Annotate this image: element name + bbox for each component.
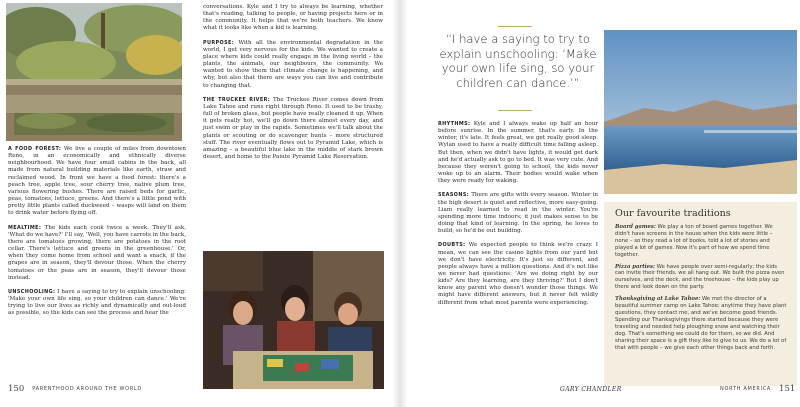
sidebar-item-board-games: Board games: We play a ton of board games together. We didn't have screens in the house when the kids were little – none – so they read a lot of books, told a lot of stories and played a lot of games. Now it's part of how we spend time together.	[615, 224, 773, 258]
pull-quote: “I have a saying to try to explain unschooling: ‘Make your own life sing, so your children can dance.’”	[439, 32, 597, 90]
paragraph-purpose: PURPOSE: With all the environmental degradation in the world, I get very nervous for the kids. We wanted to create a place where kids could really engage in the living world – the plants, the animals, our neighbours, the community. We wanted to show them that climate change is happening, and why, but also that there are ways you can live and contribute to changing that.	[203, 39, 383, 89]
family-board-game-photo	[203, 251, 384, 389]
sidebar-title: Our favourite traditions	[615, 208, 731, 219]
quote-rule-top	[498, 26, 532, 27]
paragraph-truckee-river: THE TRUCKEE RIVER: The Truckee River comes down from Lake Tahoe and runs right through Reno. It used to be trashy, full of broken glass, but people have really cleaned it up. When it gets really hot, we'll go down there almost every day, and just swim or play in the rapids. Sometimes we'll talk about the plants or scouting or do scavenger hunts – more structured stuff. The river eventually flows out to Pyramid Lake, which is amazing – a beautiful blue lake in the middle of stark brown desert, and home to the Paiute Pyramid Lake Reservation.	[203, 96, 384, 160]
section-title-left: PARENTHOOD AROUND THE WORLD	[32, 386, 142, 392]
right-column	[438, 121, 598, 314]
section-title-right: NORTH AMERICA	[720, 386, 772, 392]
gutter-shadow	[392, 0, 408, 407]
sidebar-item-pizza-parties: Pizza parties: We have people over semi-regularly; the kids can invite their friends, we all hang out. We built the pizza oven ourselves, and the deck, and the treehouse – the kids play up there and look down on the party.	[615, 263, 785, 291]
paragraph-food-forest: A FOOD FOREST: We live a couple of miles from downtown Reno, in an economically and ethnically diverse neighbourhood. We have four small cabins in the back, all made from natural building materials like earth, straw and reclaimed wood. In front we have a food forest: there's a peach tree, apple tree, sour cherry tree, native plum tree, various flowering bushes. There are raised beds for garlic, peas, tomatoes, lettuce, greens. And there's a little pond with pretty little plants called duckweed – wasps will land on them to drink water before flying off.	[8, 146, 186, 217]
paragraph-doubts: DOUBTS: We expected people to think we're crazy. I mean, we can see the casino lights from our yard but we don't have electricity. It's just so different, and people always have a million questions. And it's not like we never had questions: 'Are we doing right by our kids? Are they learning, are they thriving?' But I don't know any parent who doesn't wonder those things. We might have different answers, but it never felt wildly different from what most parents were experiencing.	[438, 242, 598, 306]
page-number-left: 150	[8, 384, 25, 394]
garden-photo	[6, 3, 182, 141]
paragraph-rhythms: RHYTHMS: Kyle and I always wake up half an hour before sunrise. In the summer, that's early. In the winter, it's late. It feels great, we get really good sleep. Wylan used to have a really difficult time falling asleep. But then, when we didn't have lights, it would get dark and he'd actually ask to go to bed. It was very cute. And because they weren't going to school, the kids never woke up to an alarm. Their bodies would wake when they were ready for waking.	[438, 121, 598, 185]
paragraph-mealtime: MEALTIME: The kids each cook twice a week. They'll ask, 'What do we have?' I'll say, 'Well, you have carrots in the back, there are tomatoes growing, there are potatoes in the root cellar. There's lettuce and greens in the greenhouse.' Or, when they come home from school and want a snack, if the grapes are in season, they'll devour those. When the cherry tomatoes or the peas are in season, they'll devour those instead.	[8, 224, 186, 281]
paragraph-conversations: conversations. Kyle and I try to always be learning, whether that's reading, talking to people, or having projects here or in the community. It helps that we're both teachers. We know what it looks like when a kid is learning.	[203, 4, 383, 32]
quote-rule-bottom	[498, 110, 532, 111]
right-folio	[720, 384, 795, 394]
left-folio	[8, 384, 142, 394]
paragraph-unschooling: UNSCHOOLING: I have a saying to try to explain unschooling: 'Make your own life sing, so your children can dance.' We're trying to live our lives as richly and dynamically and out-loud as possible, so the kids can see the process and hear the	[8, 288, 186, 317]
author-name: GARY CHANDLER	[560, 386, 622, 393]
page-number-right: 151	[779, 384, 796, 394]
lake-photo	[604, 30, 797, 194]
traditions-sidebar	[604, 202, 797, 386]
left-column-1	[8, 146, 186, 324]
paragraph-seasons: SEASONS: There are gifts with every season. Winter in the high desert is quiet and reflective, more easy-going. Liam really learned to read in the winter. You're spending more time indoors; it just makes sense to be doing that kind of learning. In the spring, he loves to build, so he'd be out building.	[438, 192, 599, 235]
sidebar-item-thanksgiving: Thanksgiving at Lake Tahoe: We met the director of a beautiful summer camp on Lake Tahoe; anytime they have plant questions, they contact me, and we've become good friends. Spending our Thanksgivings there started because they were traveling and needed help ploughing snow and watching their dog. That's something we could do for them, so we did. And sharing their space is a gift they like to give to us. We do a lot of that with people – we give each other things back and forth.	[615, 296, 787, 351]
left-column-2	[203, 4, 383, 168]
